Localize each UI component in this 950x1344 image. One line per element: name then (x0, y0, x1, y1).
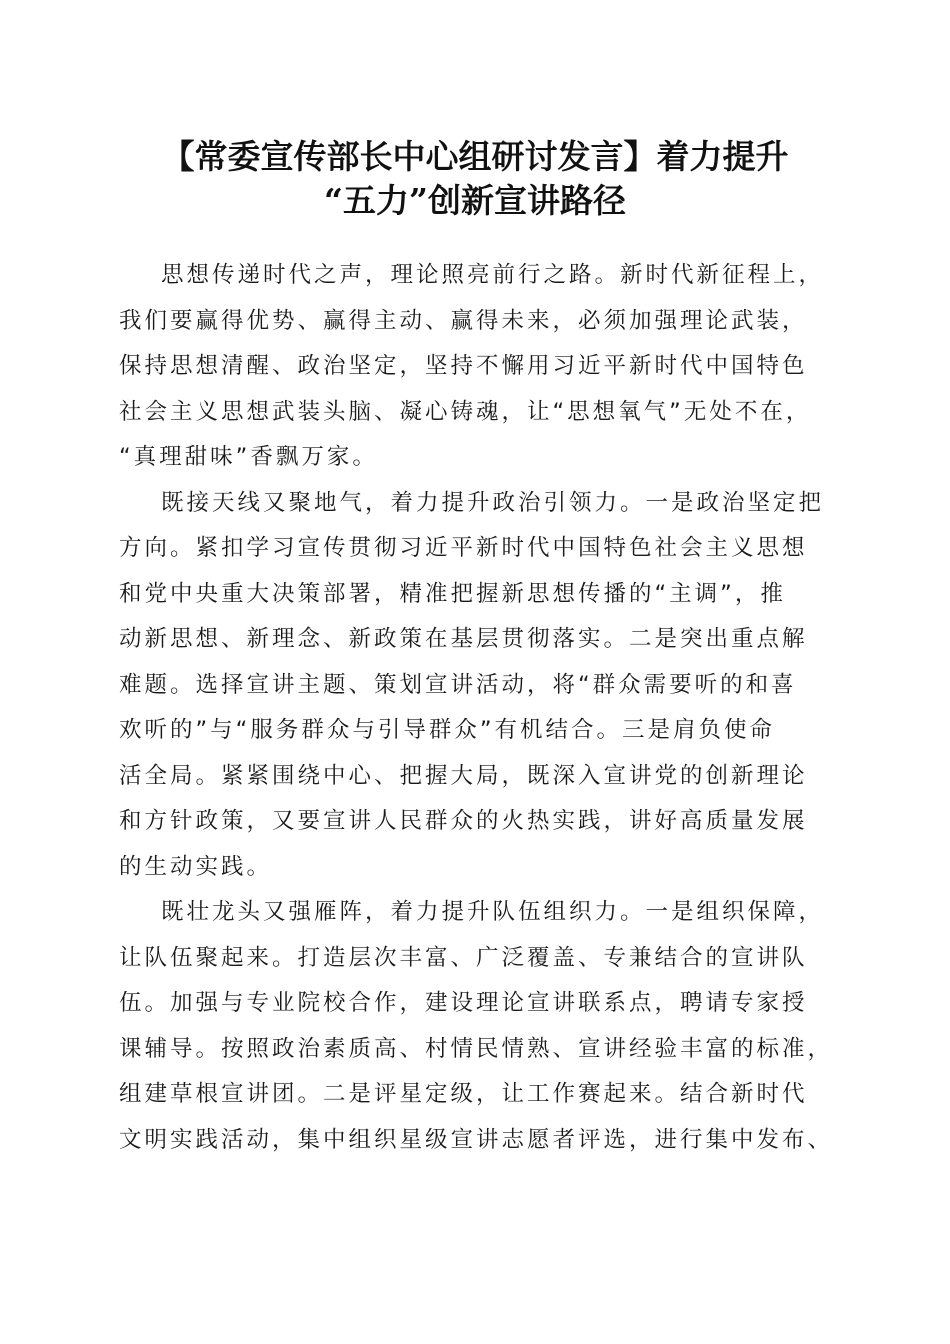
text-line: “真理甜味”香飘万家。 (119, 444, 378, 470)
text-line: 的生动实践。 (119, 853, 273, 880)
text-line: 方向。紧扣学习宣传贯彻习近平新时代中国特色社会主义思想 (119, 535, 808, 561)
title-line: “五力”创新宣讲路径 (324, 181, 626, 220)
text-line: 活全局。紧紧围绕中心、把握大局，既深入宣讲党的创新理论 (119, 762, 808, 789)
paragraph-team-organization (119, 890, 841, 1163)
text-line: 思想传递时代之声，理论照亮前行之路。新时代新征程上， (161, 262, 825, 288)
text-line: 组建草根宣讲团。二是评星定级，让工作赛起来。结合新时代 (119, 1081, 808, 1107)
text-line: 保持思想清醒、政治坚定，坚持不懈用习近平新时代中国特色 (119, 353, 808, 379)
paragraph-intro (119, 253, 841, 481)
document-title (100, 135, 850, 223)
title-line: 【常委宣传部长中心组研讨发言】着力提升 (161, 137, 789, 176)
text-line: 文明实践活动，集中组织星级宣讲志愿者评选，进行集中发布、 (119, 1126, 834, 1153)
text-line: 我们要赢得优势、赢得主动、赢得未来，必须加强理论武装， (119, 307, 808, 334)
text-line: 和党中央重大决策部署，精准把握新思想传播的“主调”，推 (119, 580, 786, 607)
text-line: 难题。选择宣讲主题、策划宣讲活动，将“群众需要听的和喜 (119, 671, 797, 698)
text-line: 既壮龙头又强雁阵，着力提升队伍组织力。一是组织保障， (161, 899, 825, 925)
text-line: 课辅导。按照政治素质高、村情民情熟、宣讲经验丰富的标准， (119, 1035, 834, 1062)
text-line: 既接天线又聚地气，着力提升政治引领力。一是政治坚定把 (161, 489, 825, 516)
text-line: 动新思想、新理念、新政策在基层贯彻落实。二是突出重点解 (119, 626, 808, 652)
text-line: 社会主义思想武装头脑、凝心铸魂，让“思想氧气”无处不在， (119, 398, 812, 425)
text-line: 和方针政策，又要宣讲人民群众的火热实践，讲好高质量发展 (119, 808, 808, 834)
text-line: 让队伍聚起来。打造层次丰富、广泛覆盖、专兼结合的宣讲队 (119, 944, 808, 971)
text-line: 欢听的”与“服务群众与引导群众”有机结合。三是肩负使命 (119, 717, 775, 743)
text-line: 伍。加强与专业院校合作，建设理论宣讲联系点，聘请专家授 (119, 990, 808, 1016)
paragraph-political-leadership (119, 481, 841, 891)
document-body (119, 253, 841, 1163)
